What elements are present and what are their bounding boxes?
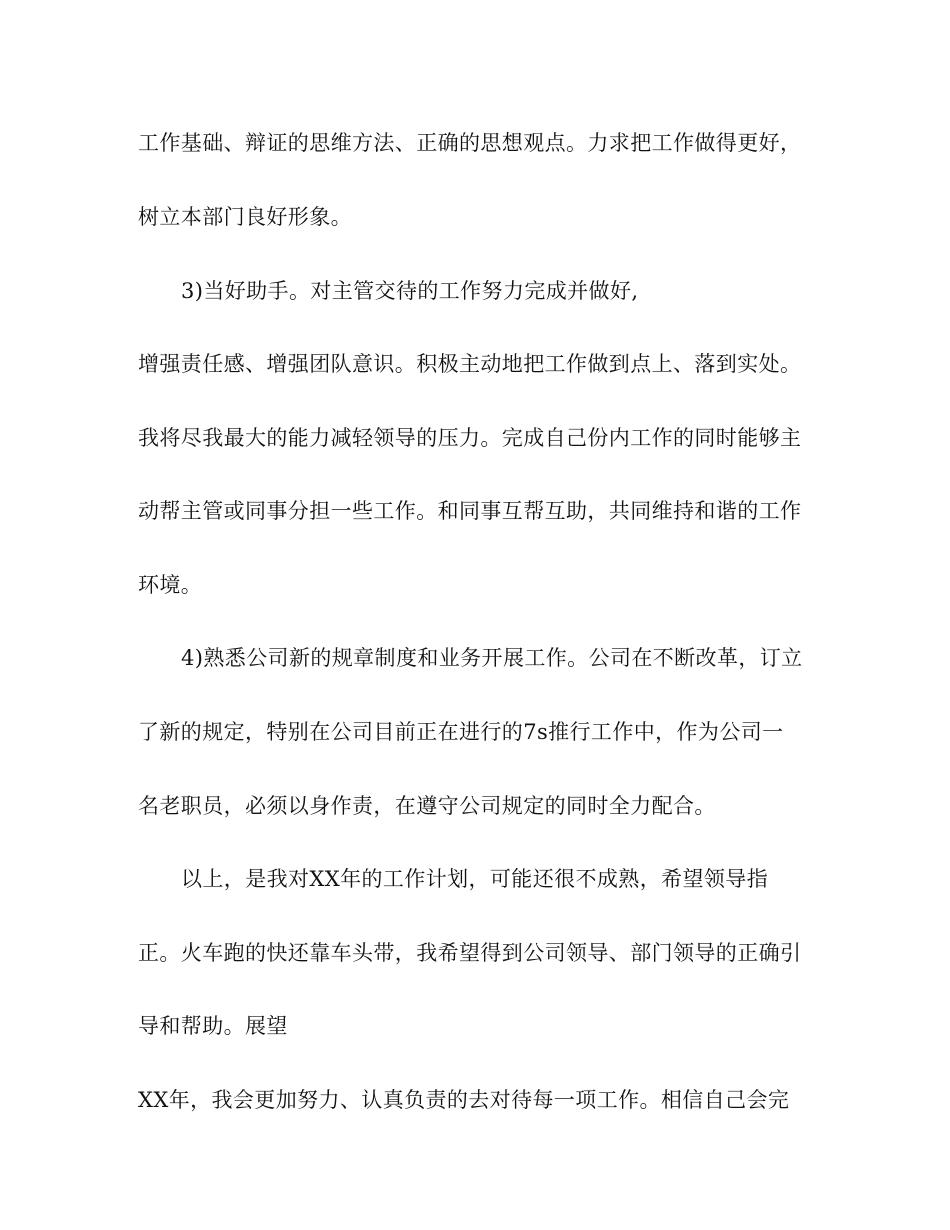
text-line: 树立本部门良好形象。 [138,205,352,229]
paragraph-4-start: 4)熟悉公司新的规章制度和业务开展工作。公司在不断改革，订立 [181,646,803,670]
text-line: 正。火车跑的快还靠车头带，我希望得到公司领导、部门领导的正确引 [138,941,802,965]
text-line: 名老职员，必须以身作责，在遵守公司规定的同时全力配合。 [138,794,716,818]
text-line: 了新的规定，特别在公司目前正在进行的7s推行工作中，作为公司一 [138,720,784,744]
closing-paragraph-start: 以上，是我对XX年的工作计划，可能还很不成熟，希望领导指 [181,867,769,891]
text-line: 我将尽我最大的能力减轻领导的压力。完成自己份内工作的同时能够主 [138,426,802,450]
text-line: XX年，我会更加努力、认真负责的去对待每一项工作。相信自己会完 [138,1088,790,1112]
text-line: 工作基础、辩证的思维方法、正确的思想观点。力求把工作做得更好， [138,131,802,155]
text-line: 动帮主管或同事分担一些工作。和同事互帮互助，共同维持和谐的工作 [138,499,802,523]
text-line: 增强责任感、增强团队意识。积极主动地把工作做到点上、落到实处。 [138,352,802,376]
paragraph-3-start: 3)当好助手。对主管交待的工作努力完成并做好, [181,279,639,303]
text-line: 导和帮助。展望 [138,1014,288,1038]
text-line: 环境。 [138,573,203,597]
